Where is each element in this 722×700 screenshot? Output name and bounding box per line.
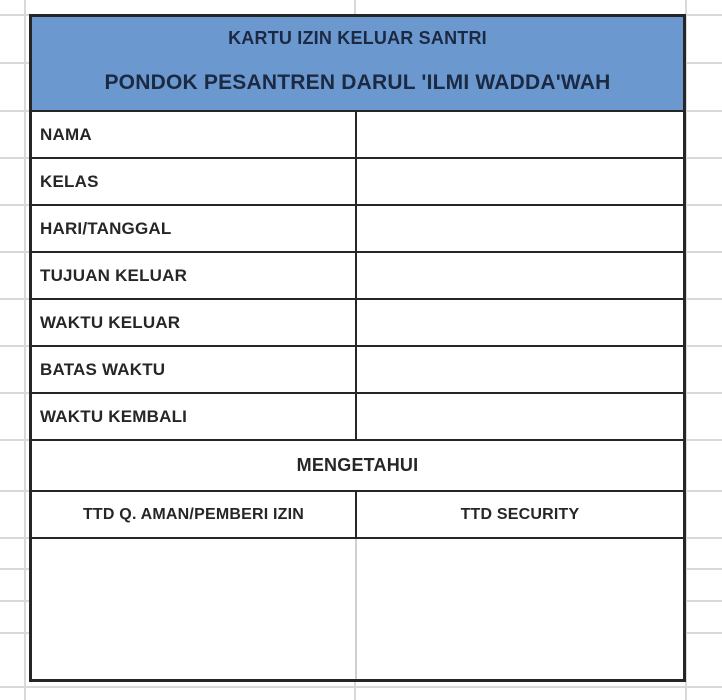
field-row-hari-tanggal [32,204,683,251]
field-value-waktu-keluar[interactable] [355,300,683,345]
card-header [32,17,683,110]
signature-header-row [32,490,683,537]
gridline-horizontal [0,686,722,688]
field-value-batas-waktu[interactable] [355,347,683,392]
field-label-hari-tanggal: HARI/TANGGAL [40,218,172,238]
field-value-tujuan-keluar[interactable] [355,253,683,298]
card-title: KARTU IZIN KELUAR SANTRI [228,28,487,48]
field-row-batas-waktu [32,345,683,392]
field-value-kelas[interactable] [355,159,683,204]
field-label-nama: NAMA [40,124,92,144]
field-row-waktu-keluar [32,298,683,345]
signature-header-security: TTD SECURITY [355,492,683,537]
field-label-kelas: KELAS [40,171,99,191]
gridline-vertical [24,0,26,700]
field-value-waktu-kembali[interactable] [355,394,683,439]
field-row-kelas [32,157,683,204]
field-value-nama[interactable] [355,112,683,157]
signature-area-security[interactable] [355,539,683,679]
field-label-tujuan-keluar: TUJUAN KELUAR [40,265,188,285]
signature-header-pemberi-izin: TTD Q. AMAN/PEMBERI IZIN [82,505,305,523]
signature-area-row [32,537,683,679]
field-label-batas-waktu: BATAS WAKTU [40,359,166,379]
field-value-hari-tanggal[interactable] [355,206,683,251]
field-row-nama [32,110,683,157]
field-row-tujuan-keluar [32,251,683,298]
card-subtitle: PONDOK PESANTREN DARUL 'ILMI WADDA'WAH [104,71,611,94]
field-label-waktu-keluar: WAKTU KELUAR [40,312,181,332]
field-row-waktu-kembali [32,392,683,439]
permit-card-table [29,14,686,682]
field-label-waktu-kembali: WAKTU KEMBALI [40,406,188,426]
signature-area-pemberi-izin[interactable] [32,539,355,679]
ack-row: MENGETAHUI [32,439,683,490]
